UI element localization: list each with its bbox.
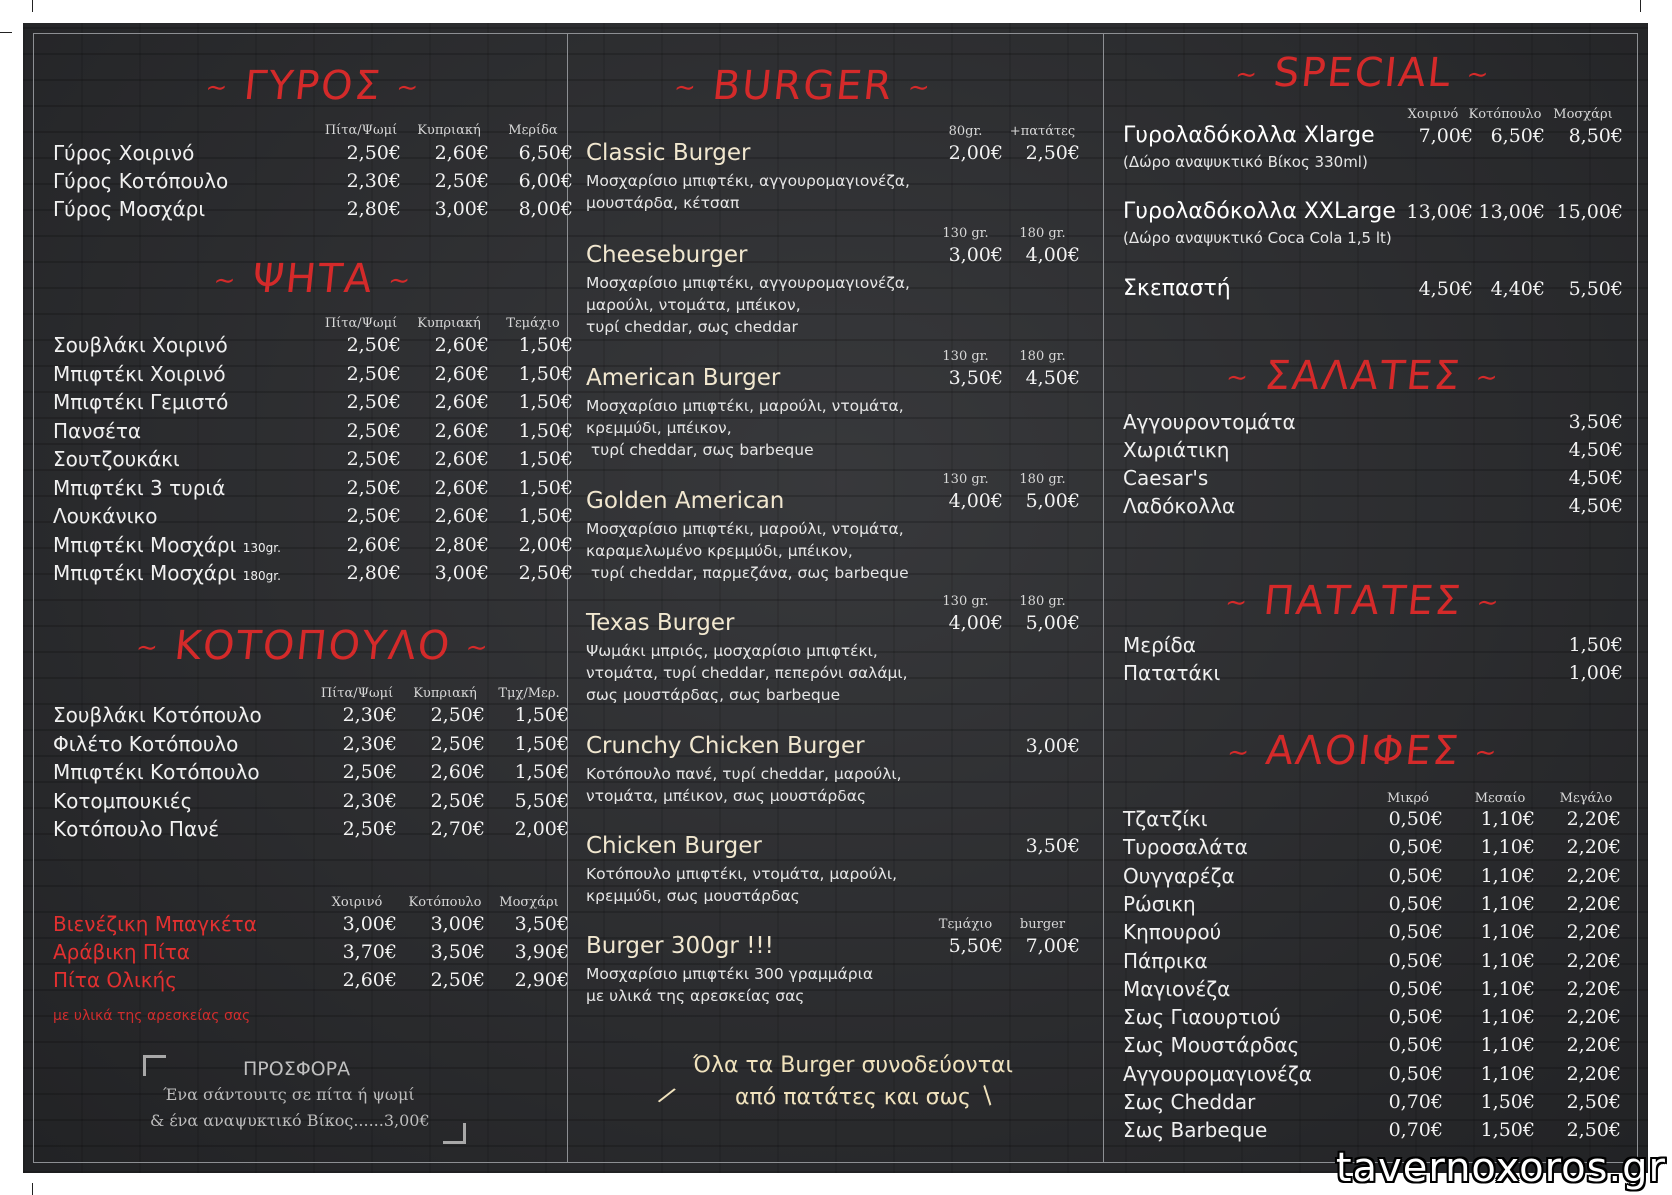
aloifes-item-name: Ρώσικη: [1123, 891, 1196, 916]
kotopoulo-header-2: Τμχ/Μερ.: [498, 686, 560, 701]
psita-item-label: Σουβλάκι Χοιρινό: [53, 333, 228, 357]
burger-header-weight-2: 180 gr.: [1019, 472, 1066, 487]
aloifes-price-2: 2,20€: [1566, 808, 1621, 830]
gyros-price-2: 6,00€: [518, 170, 573, 192]
psita-item-label: Σουτζουκάκι: [53, 447, 180, 471]
breads-item-name: [53, 968, 177, 992]
psita-item-name: [53, 419, 141, 443]
psita-price-2: 1,50€: [518, 419, 573, 442]
gyros-price-2: 6,50€: [518, 142, 573, 164]
burger-price-1: 3,50€: [948, 367, 1003, 389]
burger-name: Cheeseburger: [586, 242, 748, 268]
aloifes-price-2: 2,20€: [1566, 949, 1621, 972]
kotopoulo-header-0: Πίτα/Ψωμί: [320, 686, 394, 701]
burger-price-2: 3,00€: [1025, 735, 1080, 757]
special-item-subtitle: (Δώρο αναψυκτικό Coca Cola 1,5 lt): [1123, 229, 1392, 247]
aloifes-price-2: 2,50€: [1566, 1119, 1621, 1142]
burger-name: Burger 300gr !!!: [586, 933, 774, 959]
kotopoulo-price-2: 5,50€: [514, 789, 569, 812]
section-title-psita: [141, 256, 486, 302]
psita-price-0: 2,50€: [346, 505, 401, 527]
kotopoulo-item-name: [53, 703, 262, 727]
psita-item-name: [53, 447, 180, 471]
psita-price-2: 2,50€: [518, 562, 573, 584]
aloifes-price-1: 1,50€: [1480, 1119, 1535, 1142]
aloifes-header-1: Μεσαίο: [1474, 791, 1526, 806]
burger-header-weight-2: 180 gr.: [1019, 226, 1066, 241]
aloifes-price-1: 1,10€: [1480, 949, 1535, 972]
psita-price-2: 1,50€: [518, 391, 573, 413]
aloifes-price-1: 1,10€: [1480, 808, 1535, 830]
patates-item-name: Μερίδα: [1123, 633, 1196, 657]
breads-price-1: 3,00€: [430, 913, 485, 935]
psita-item-name: [53, 533, 281, 557]
breads-price-0: 3,70€: [342, 941, 397, 963]
aloifes-price-0: 0,50€: [1388, 892, 1443, 915]
aloifes-price-2: 2,20€: [1566, 836, 1621, 859]
burger-header-weight-1: 130 gr.: [942, 349, 989, 364]
menu-board: [23, 23, 1648, 1173]
burger-header-weight-1: 130 gr.: [942, 472, 989, 487]
breads-header-0: Χοιρινό: [331, 895, 383, 910]
offer-title: ΠΡΟΣΦΟΡΑ: [243, 1058, 351, 1080]
swirl-ornament-icon: ~: [672, 73, 700, 103]
special-price-2: 15,00€: [1556, 201, 1623, 223]
psita-price-0: 2,50€: [346, 476, 401, 499]
aloifes-header-0: Μικρό: [1386, 791, 1429, 806]
section-title-aloifes: [1171, 728, 1556, 774]
breads-price-2: 3,90€: [514, 941, 569, 963]
aloifes-price-0: 0,70€: [1388, 1119, 1443, 1142]
salates-title-text: ΣΑΛΑΤΕΣ: [1262, 353, 1464, 399]
psita-item-label: Μπιφτέκι Μοσχάρι: [53, 561, 237, 585]
aloifes-item-name: Μαγιονέζα: [1123, 976, 1231, 1001]
psita-item-suffix: 130gr.: [242, 540, 281, 555]
swirl-ornament-icon: ~: [212, 266, 239, 296]
burger-price-1: 4,00€: [948, 612, 1003, 634]
burger-name: American Burger: [586, 365, 781, 391]
aloifes-price-2: 2,20€: [1566, 977, 1621, 1000]
aloifes-item-name: Κηπουρού: [1123, 920, 1222, 945]
psita-item-label: Μπιφτέκι 3 τυριά: [53, 475, 226, 500]
burger-description: Κοτόπουλο μπιφτέκι, ντομάτα, μαρούλι, κρεμμύδι, σως μουστάρδας: [586, 865, 898, 905]
aloifes-price-1: 1,10€: [1480, 921, 1535, 944]
offer-line-2: & ένα αναψυκτικό Βίκος......3,00€: [150, 1111, 430, 1130]
aloifes-item-name: Σως Barbeque: [1123, 1118, 1268, 1143]
burger-description: Μοσχαρίσιο μπιφτέκι, μαρούλι, ντομάτα, καραμελωμένο κρεμμύδι, μπέικον, τυρί cheddar, παρμεζάνα, σως barbeque: [586, 520, 909, 582]
aloifes-price-0: 0,70€: [1388, 1091, 1443, 1113]
special-price-0: 7,00€: [1418, 125, 1473, 147]
special-price-1: 6,50€: [1490, 125, 1545, 147]
swirl-ornament-icon: ~: [394, 73, 422, 103]
psita-price-2: 1,50€: [518, 448, 573, 470]
gyros-price-0: 2,50€: [346, 142, 401, 164]
psita-price-1: 2,60€: [434, 334, 489, 356]
burger-header-weight-1: 130 gr.: [942, 594, 989, 609]
patates-title-text: ΠΑΤΑΤΕΣ: [1261, 578, 1465, 624]
swirl-ornament-icon: ~: [1224, 363, 1252, 393]
psita-price-1: 2,60€: [434, 391, 489, 413]
aloifes-price-0: 0,50€: [1388, 1062, 1443, 1085]
offer-line-1: Ένα σάντουιτς σε πίτα ή ψωμί: [163, 1085, 415, 1104]
special-header-2: Μοσχάρι: [1553, 107, 1613, 122]
aloifes-price-2: 2,20€: [1566, 921, 1621, 944]
psita-item-label: Μπιφτέκι Γεμιστό: [53, 390, 229, 414]
kotopoulo-item-label: Φιλέτο Κοτόπουλο: [53, 731, 239, 756]
kotopoulo-item-name: [53, 732, 238, 756]
special-title-text: SPECIAL: [1271, 50, 1455, 96]
kotopoulo-price-1: 2,70€: [430, 818, 485, 840]
burger-name: Golden American: [586, 488, 785, 514]
kotopoulo-header-1: Κυπριακή: [413, 686, 477, 701]
aloifes-item-name: Αγγουρομαγιονέζα: [1123, 1061, 1312, 1086]
psita-item-name: [53, 476, 225, 500]
aloifes-price-1: 1,10€: [1480, 1006, 1535, 1029]
burger-description: Μοσχαρίσιο μπιφτέκι, αγγουρομαγιονέζα, μουστάρδα, κέτσαπ: [586, 172, 910, 212]
aloifes-price-1: 1,10€: [1480, 1062, 1535, 1085]
psita-price-1: 3,00€: [434, 562, 489, 584]
breads-header-1: Κοτόπουλο: [408, 895, 482, 910]
aloifes-price-2: 2,20€: [1566, 1006, 1621, 1029]
salates-item-name: Λαδόκολλα: [1123, 494, 1236, 518]
aloifes-price-1: 1,10€: [1480, 864, 1535, 887]
slash-ornament-icon: /: [655, 1081, 679, 1109]
breads-price-2: 2,90€: [514, 969, 569, 991]
kotopoulo-title-text: ΚΟΤΟΠΟΥΛΟ: [172, 623, 454, 669]
patates-item-price: 1,00€: [1568, 662, 1623, 684]
kotopoulo-price-2: 1,50€: [514, 761, 569, 783]
swirl-ornament-icon: ~: [134, 633, 162, 663]
burger-price-1: 2,00€: [948, 142, 1003, 164]
psita-price-0: 2,50€: [346, 419, 401, 442]
burger-price-2: 7,00€: [1025, 935, 1080, 957]
section-title-burger: [631, 63, 976, 109]
patates-item-price: 1,50€: [1568, 634, 1623, 656]
psita-price-0: 2,80€: [346, 562, 401, 584]
swirl-ornament-icon: ~: [1233, 60, 1261, 90]
section-title-patates: [1171, 578, 1556, 624]
aloifes-price-0: 0,50€: [1388, 864, 1443, 887]
aloifes-item-name: Σως Γιαουρτιού: [1123, 1005, 1281, 1030]
psita-item-suffix: 180gr.: [242, 569, 281, 583]
kotopoulo-price-2: 1,50€: [514, 732, 569, 755]
gyros-header-0: Πίτα/Ψωμί: [324, 123, 398, 138]
breads-price-2: 3,50€: [514, 913, 569, 935]
gyros-title-text: ΓΥΡΟΣ: [241, 63, 385, 109]
psita-price-2: 1,50€: [518, 476, 573, 499]
aloifes-item-name: Τζατζίκι: [1123, 807, 1208, 831]
salates-item-price: 4,50€: [1568, 467, 1623, 489]
burger-description: Κοτόπουλο πανέ, τυρί cheddar, μαρούλι, ντομάτα, μπέικον, σως μουστάρδας: [586, 765, 902, 805]
burger-price-1: 5,50€: [948, 935, 1003, 957]
gyros-price-0: 2,30€: [346, 170, 401, 192]
burger-price-2: 3,50€: [1025, 835, 1080, 857]
aloifes-price-2: 2,50€: [1566, 1091, 1621, 1113]
gyros-price-0: 2,80€: [346, 198, 401, 220]
burger-name: Classic Burger: [586, 140, 751, 166]
kotopoulo-price-1: 2,50€: [430, 789, 485, 812]
burger-title-text: BURGER: [710, 63, 896, 109]
section-title-special: [1181, 50, 1546, 96]
gyros-price-1: 3,00€: [434, 198, 489, 220]
offer-bracket-top-left: [143, 1055, 166, 1076]
aloifes-item-name: Τυροσαλάτα: [1123, 835, 1248, 860]
burger-description: Ψωμάκι μπριός, μοσχαρίσιο μπιφτέκι, ντομάτα, τυρί cheddar, πεπερόνι σαλάμι, σως μουστάρδας, σως barbeque: [586, 642, 908, 704]
psita-item-name: [53, 390, 228, 414]
psita-item-label: Μπιφτέκι Χοιρινό: [53, 361, 226, 386]
kotopoulo-item-label: Κοτομπουκιές: [53, 788, 193, 813]
burger-price-2: 5,00€: [1025, 490, 1080, 512]
breads-price-1: 2,50€: [430, 969, 485, 991]
burger-header-weight-2: 180 gr.: [1019, 594, 1066, 609]
breads-item-label: Αράβικη Πίτα: [53, 940, 190, 964]
kotopoulo-item-name: [53, 760, 260, 784]
salates-item-price: 3,50€: [1568, 411, 1623, 433]
special-item-name: Σκεπαστή: [1123, 276, 1231, 301]
special-price-1: 13,00€: [1478, 201, 1545, 223]
psita-price-0: 2,50€: [346, 334, 401, 356]
kotopoulo-price-0: 2,30€: [342, 704, 397, 726]
aloifes-title-text: ΑΛΟΙΦΕΣ: [1263, 728, 1463, 774]
burger-price-2: 4,50€: [1025, 367, 1080, 389]
special-price-2: 5,50€: [1568, 278, 1623, 300]
swirl-ornament-icon: ~: [1465, 60, 1492, 90]
aloifes-item-name: Πάπρικα: [1123, 948, 1208, 973]
aloifes-item-name: Σως Cheddar: [1123, 1090, 1256, 1114]
burger-header-weight-2: +πατάτες: [1009, 124, 1076, 139]
breads-item-label: Βιενέζικη Μπαγκέτα: [53, 912, 257, 936]
swirl-ornament-icon: ~: [1474, 363, 1502, 393]
kotopoulo-price-0: 2,30€: [342, 789, 397, 812]
special-price-0: 4,50€: [1418, 278, 1473, 300]
psita-price-1: 2,60€: [434, 362, 489, 385]
breads-item-name: [53, 912, 257, 936]
burger-header-weight-2: 180 gr.: [1019, 349, 1066, 364]
kotopoulo-price-0: 2,30€: [342, 732, 397, 755]
psita-price-1: 2,60€: [434, 419, 489, 442]
special-header-0: Χοιρινό: [1407, 107, 1459, 122]
watermark: tavernoxoros.gr: [1335, 1145, 1666, 1191]
swirl-ornament-icon: ~: [386, 266, 414, 296]
psita-header-2: Τεμάχιο: [506, 316, 560, 331]
psita-price-1: 2,60€: [434, 476, 489, 499]
breads-item-name: [53, 940, 190, 964]
psita-item-name: [53, 504, 157, 528]
aloifes-price-0: 0,50€: [1388, 1006, 1443, 1029]
burger-header-weight-1: 80gr.: [948, 124, 983, 139]
swirl-ornament-icon: ~: [1475, 588, 1502, 618]
aloifes-price-0: 0,50€: [1388, 921, 1443, 944]
gyros-price-1: 2,50€: [434, 170, 489, 192]
gyros-header-2: Μερίδα: [508, 123, 558, 138]
gyros-item-label: Γύρος Μοσχάρι: [53, 197, 206, 221]
kotopoulo-item-label: Κοτόπουλο Πανέ: [53, 817, 220, 841]
aloifes-price-0: 0,50€: [1388, 836, 1443, 859]
psita-item-name: [53, 561, 281, 585]
psita-price-2: 1,50€: [518, 362, 573, 385]
psita-price-0: 2,60€: [346, 533, 401, 556]
special-header-1: Κοτόπουλο: [1468, 107, 1542, 122]
aloifes-price-0: 0,50€: [1388, 808, 1443, 830]
psita-price-1: 2,80€: [434, 533, 489, 556]
kotopoulo-item-label: Σουβλάκι Κοτόπουλο: [53, 703, 262, 727]
burger-name: Crunchy Chicken Burger: [586, 733, 865, 759]
burger-name: Chicken Burger: [586, 833, 762, 859]
psita-price-0: 2,50€: [346, 362, 401, 385]
patates-item-name: Πατατάκι: [1123, 661, 1221, 685]
special-price-1: 4,40€: [1490, 278, 1545, 300]
aloifes-price-0: 0,50€: [1388, 1034, 1443, 1057]
aloifes-header-2: Μεγάλο: [1559, 791, 1613, 806]
breads-price-0: 3,00€: [342, 913, 397, 935]
psita-item-name: [53, 362, 226, 386]
aloifes-price-2: 2,20€: [1566, 1062, 1621, 1085]
section-title-gyros: [141, 63, 486, 109]
special-item-subtitle: (Δώρο αναψυκτικό Βίκος 330ml): [1123, 153, 1368, 171]
burger-description: Μοσχαρίσιο μπιφτέκι, αγγουρομαγιονέζα, μαρούλι, ντομάτα, μπέικον, τυρί cheddar, σως cheddar: [586, 274, 910, 336]
kotopoulo-price-2: 2,00€: [514, 818, 569, 840]
burger-header-weight-1: Τεμάχιο: [938, 917, 993, 932]
psita-price-1: 2,60€: [434, 448, 489, 470]
section-title-salates: [1171, 353, 1556, 399]
aloifes-price-2: 2,20€: [1566, 1034, 1621, 1057]
breads-price-0: 2,60€: [342, 969, 397, 991]
burger-name: Texas Burger: [586, 610, 735, 636]
burger-price-2: 2,50€: [1025, 142, 1080, 164]
psita-item-label: Λουκάνικο: [53, 504, 158, 528]
aloifes-item-name: Σως Μουστάρδας: [1123, 1033, 1300, 1058]
kotopoulo-price-1: 2,50€: [430, 732, 485, 755]
psita-item-label: Πανσέτα: [53, 418, 142, 443]
breads-note: με υλικά της αρεσκείας σας: [53, 1008, 251, 1024]
psita-header-0: Πίτα/Ψωμί: [324, 316, 398, 331]
aloifes-price-1: 1,10€: [1480, 977, 1535, 1000]
gyros-header-1: Κυπριακή: [417, 123, 481, 138]
burger-header-weight-2: burger: [1019, 917, 1066, 932]
aloifes-price-1: 1,10€: [1480, 836, 1535, 859]
special-item-name: Γυρολαδόκολλα Xlarge: [1123, 123, 1375, 148]
salates-item-name: Αγγουροντομάτα: [1123, 410, 1296, 434]
kotopoulo-price-0: 2,50€: [342, 761, 397, 783]
section-title-kotopoulo: [111, 623, 516, 669]
aloifes-price-0: 0,50€: [1388, 977, 1443, 1000]
swirl-ornament-icon: ~: [1223, 588, 1251, 618]
gyros-item-name: [53, 169, 228, 193]
special-price-2: 8,50€: [1568, 125, 1623, 147]
swirl-ornament-icon: ~: [464, 633, 492, 663]
aloifes-price-1: 1,10€: [1480, 892, 1535, 915]
psita-item-name: [53, 333, 228, 357]
breads-price-1: 3,50€: [430, 941, 485, 963]
salates-item-price: 4,50€: [1568, 439, 1623, 461]
psita-price-2: 2,00€: [518, 533, 573, 556]
salates-item-name: Caesar's: [1123, 466, 1209, 490]
aloifes-price-1: 1,50€: [1480, 1091, 1535, 1113]
gyros-item-label: Γύρος Κοτόπουλο: [53, 169, 229, 193]
salates-item-name: Χωριάτικη: [1123, 438, 1230, 462]
burger-description: Μοσχαρίσιο μπιφτέκι 300 γραμμάρια με υλικά της αρεσκείας σας: [586, 965, 874, 1005]
aloifes-price-0: 0,50€: [1388, 949, 1443, 972]
kotopoulo-price-2: 1,50€: [514, 704, 569, 726]
kotopoulo-item-label: Μπιφτέκι Κοτόπουλο: [53, 760, 260, 784]
psita-price-0: 2,50€: [346, 448, 401, 470]
breads-item-label: Πίτα Ολικής: [53, 968, 177, 992]
swirl-ornament-icon: ~: [1225, 738, 1253, 768]
psita-price-0: 2,50€: [346, 391, 401, 413]
slash-ornament-icon: /: [975, 1081, 999, 1109]
burger-price-1: 4,00€: [948, 490, 1003, 512]
burger-description: Μοσχαρίσιο μπιφτέκι, μαρούλι, ντομάτα, κρεμμύδι, μπέικον, τυρί cheddar, σως barbeque: [586, 397, 904, 459]
swirl-ornament-icon: ~: [203, 73, 231, 103]
psita-header-1: Κυπριακή: [417, 316, 481, 331]
psita-title-text: ΨΗΤΑ: [249, 256, 377, 302]
psita-price-1: 2,60€: [434, 505, 489, 527]
psita-price-2: 1,50€: [518, 334, 573, 356]
kotopoulo-price-1: 2,50€: [430, 704, 485, 726]
kotopoulo-price-1: 2,60€: [430, 761, 485, 783]
burger-price-2: 5,00€: [1025, 612, 1080, 634]
gyros-price-1: 2,60€: [434, 142, 489, 164]
aloifes-price-2: 2,20€: [1566, 864, 1621, 887]
burger-price-1: 3,00€: [948, 244, 1003, 266]
gyros-item-label: Γύρος Χοιρινό: [53, 141, 195, 165]
gyros-item-name: [53, 197, 205, 221]
salates-item-price: 4,50€: [1568, 495, 1623, 517]
psita-price-2: 1,50€: [518, 505, 573, 527]
swirl-ornament-icon: ~: [1472, 738, 1500, 768]
column-divider-right: [1103, 33, 1104, 1163]
special-price-0: 13,00€: [1406, 201, 1473, 223]
burger-header-weight-1: 130 gr.: [942, 226, 989, 241]
special-item-name: Γυρολαδόκολλα XXLarge: [1123, 199, 1396, 224]
gyros-item-name: [53, 141, 194, 165]
kotopoulo-price-0: 2,50€: [342, 818, 397, 840]
psita-item-label: Μπιφτέκι Μοσχάρι: [53, 532, 237, 557]
aloifes-price-1: 1,10€: [1480, 1034, 1535, 1057]
aloifes-item-name: Ουγγαρέζα: [1123, 863, 1235, 888]
offer-bracket-bottom-right: [443, 1123, 466, 1144]
breads-header-2: Μοσχάρι: [499, 895, 559, 910]
kotopoulo-item-name: [53, 789, 192, 813]
kotopoulo-item-name: [53, 817, 219, 841]
burger-note-line-1: Όλα τα Burger συνοδεύονται: [693, 1053, 1013, 1078]
aloifes-price-2: 2,20€: [1566, 892, 1621, 915]
gyros-price-2: 8,00€: [518, 198, 573, 220]
swirl-ornament-icon: ~: [906, 73, 934, 103]
burger-note-line-2: από πατάτες και σως: [735, 1085, 971, 1110]
burger-price-2: 4,00€: [1025, 244, 1080, 266]
